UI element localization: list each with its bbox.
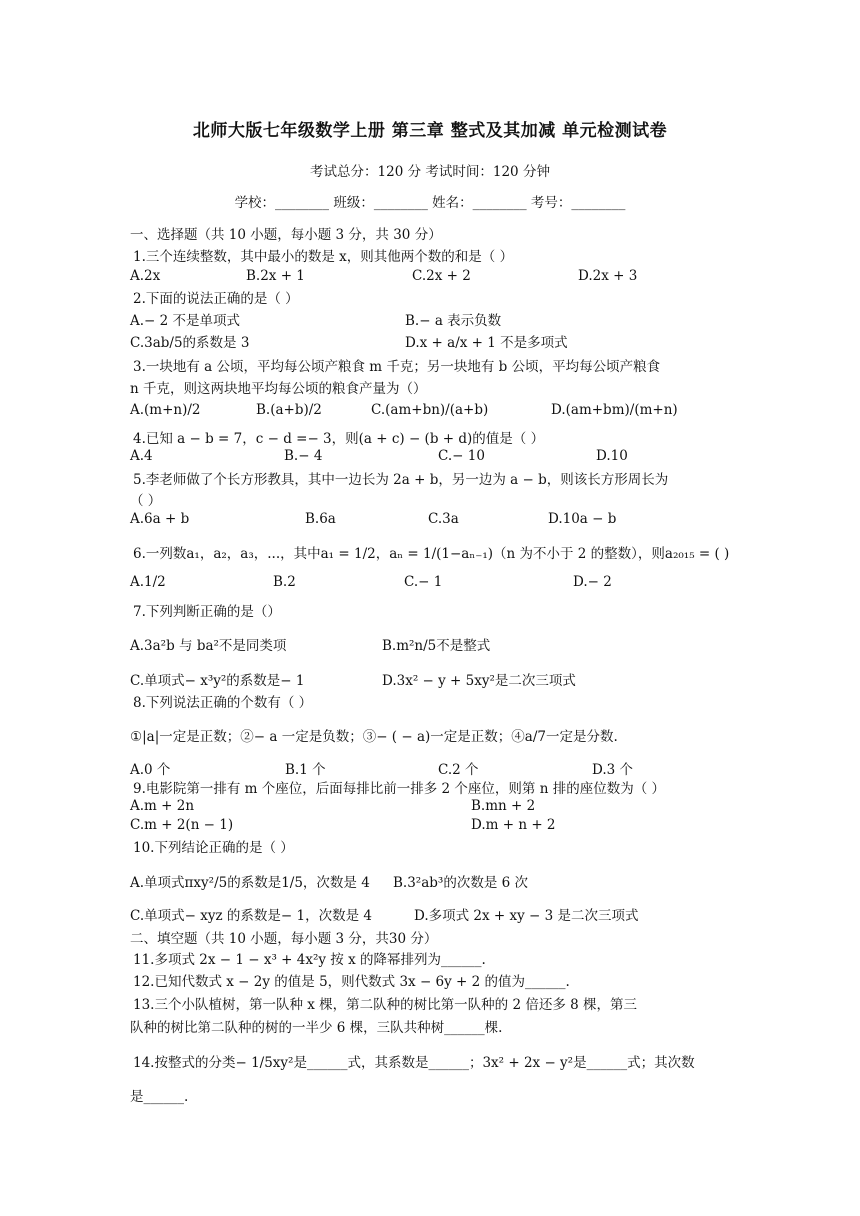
q1-option-a: A.2x	[130, 268, 161, 284]
q14-text-line2: 是______.	[130, 1089, 189, 1105]
q5-option-a: A.6a + b	[130, 511, 190, 527]
q3-option-c: C.(am+bn)/(a+b)	[371, 402, 489, 418]
q10-option-b: B.3²ab³的次数是 6 次	[393, 875, 528, 891]
q14-text-line1: 14.按整式的分类− 1/5xy²是______式，其系数是______；3x² + 2x − y²是______式；其次数	[133, 1055, 695, 1071]
q7-stem: 7.下列判断正确的是（）	[133, 604, 281, 620]
q8-option-b: B.1 个	[285, 762, 326, 778]
q4-stem: 4.已知 a − b = 7，c − d =− 3，则(a + c) − (b + d)的值是（ ）	[133, 431, 545, 447]
q13-text-line2: 队种的树比第二队种的树的一半少 6 棵，三队共种树______棵.	[130, 1020, 503, 1036]
q10-option-c: C.单项式− xyz 的系数是− 1，次数是 4	[130, 908, 372, 924]
document-title: 北师大版七年级数学上册 第三章 整式及其加减 单元检测试卷	[192, 121, 668, 141]
q10-option-a: A.单项式πxy²/5的系数是1/5，次数是 4	[130, 875, 370, 891]
student-info: 学校：________ 班级：________ 姓名：________ 考号：________	[234, 195, 626, 211]
q4-option-b: B.− 4	[284, 448, 323, 464]
q13-text-line1: 13.三个小队植树，第一队种 x 棵，第二队种的树比第一队种的 2 倍还多 8 棵，第三	[133, 997, 638, 1013]
q5-option-b: B.6a	[305, 511, 336, 527]
q5-stem-line1: 5.李老师做了个长方形教具，其中一边长为 2a + b，另一边为 a − b，则该长方形周长为	[133, 472, 669, 488]
q3-stem-line2: n 千克，则这两块地平均每公顷的粮食产量为（）	[130, 381, 427, 397]
q3-option-b: B.(a+b)/2	[256, 402, 322, 418]
q6-option-b: B.2	[273, 574, 296, 590]
q8-stem: 8.下列说法正确的个数有（ ）	[133, 695, 313, 711]
q12-text: 12.已知代数式 x − 2y 的值是 5，则代数式 3x − 6y + 2 的值为______.	[133, 974, 570, 990]
q1-option-c: C.2x + 2	[412, 268, 471, 284]
q10-stem: 10.下列结论正确的是（ ）	[133, 840, 294, 856]
q4-option-c: C.− 10	[438, 448, 485, 464]
q7-option-a: A.3a²b 与 ba²不是同类项	[130, 638, 287, 654]
q2-option-d: D.x + a/x + 1 不是多项式	[405, 335, 568, 351]
q6-option-c: C.− 1	[404, 574, 443, 590]
q2-option-a: A.− 2 不是单项式	[130, 313, 241, 329]
q9-option-a: A.m + 2n	[130, 798, 195, 814]
q5-option-c: C.3a	[428, 511, 459, 527]
q2-option-c: C.3ab/5的系数是 3	[130, 335, 250, 351]
q9-option-c: C.m + 2(n − 1)	[130, 817, 234, 833]
q9-stem: 9.电影院第一排有 m 个座位，后面每排比前一排多 2 个座位，则第 n 排的座位数为（ ）	[133, 781, 666, 797]
q5-option-d: D.10a − b	[548, 511, 617, 527]
section1-heading: 一、选择题（共 10 小题，每小题 3 分，共 30 分）	[130, 227, 442, 243]
q7-option-d: D.3x² − y + 5xy²是二次三项式	[382, 673, 576, 689]
q1-stem: 1.三个连续整数，其中最小的数是 x，则其他两个数的和是（ ）	[133, 249, 514, 265]
q8-option-c: C.2 个	[438, 762, 479, 778]
q4-option-d: D.10	[596, 448, 628, 464]
q2-option-b: B.− a 表示负数	[405, 313, 502, 329]
q6-option-a: A.1/2	[130, 574, 166, 590]
q1-option-b: B.2x + 1	[246, 268, 305, 284]
q4-option-a: A.4	[130, 448, 153, 464]
q8-statement: ①|a|一定是正数；②− a 一定是负数；③− ( − a)一定是正数；④a/7一定是分数.	[130, 729, 618, 745]
q9-option-d: D.m + n + 2	[471, 817, 556, 833]
q8-option-a: A.0 个	[130, 762, 171, 778]
q6-option-d: D.− 2	[573, 574, 612, 590]
q7-option-c: C.单项式− x³y²的系数是− 1	[130, 673, 305, 689]
q8-option-d: D.3 个	[592, 762, 634, 778]
q3-stem-line1: 3.一块地有 a 公顷，平均每公顷产粮食 m 千克；另一块地有 b 公顷，平均每公顷产粮食	[133, 359, 661, 375]
q2-stem: 2.下面的说法正确的是（ ）	[133, 291, 299, 307]
q7-option-b: B.m²n/5不是整式	[382, 638, 491, 654]
q6-stem: 6.一列数a₁，a₂，a₃，...，其中a₁ = 1/2，aₙ = 1/(1−aₙ₋₁)（n 为不小于 2 的整数），则a₂₀₁₅ = ( )	[133, 546, 730, 562]
q1-option-d: D.2x + 3	[578, 268, 638, 284]
q3-option-a: A.(m+n)/2	[130, 402, 201, 418]
q10-option-d: D.多项式 2x + xy − 3 是二次三项式	[414, 908, 639, 924]
q11-text: 11.多项式 2x − 1 − x³ + 4x²y 按 x 的降幂排列为______.	[133, 952, 486, 968]
q3-option-d: D.(am+bm)/(m+n)	[551, 402, 678, 418]
section2-heading: 二、填空题（共 10 小题，每小题 3 分，共30 分）	[130, 931, 438, 947]
exam-info: 考试总分：120 分 考试时间：120 分钟	[310, 164, 550, 180]
q9-option-b: B.mn + 2	[471, 798, 536, 814]
q5-stem-line2: （ ）	[130, 493, 162, 509]
